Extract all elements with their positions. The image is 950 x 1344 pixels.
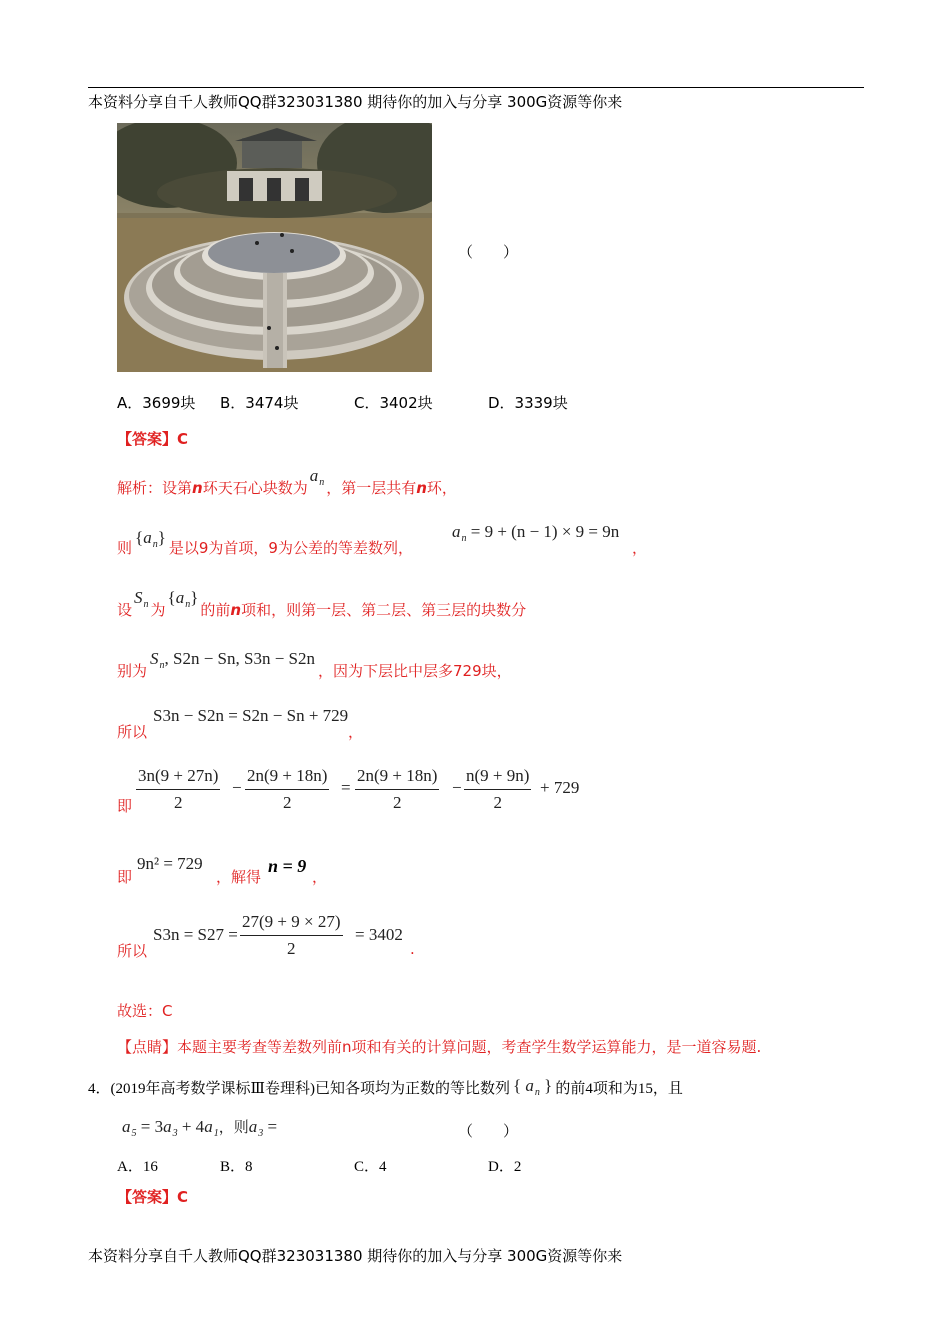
q3-option-c: C．3402块 xyxy=(354,394,433,412)
q4-option-b: B．8 xyxy=(220,1159,253,1175)
solution-line-8: 所以 xyxy=(117,942,148,960)
solution-line-2: 则$\{a_n\}$是以9为首项，9为公差的等差数列， xyxy=(117,528,413,557)
solution-line-7-text: ，解得 xyxy=(216,868,262,886)
q4-stem: 4．(2019年高考数学课标Ⅲ卷理科)已知各项均为正数的等比数列 { $a_n$ } 的前4项和为15，且 xyxy=(88,1076,683,1098)
comment-note: 【点睛】本题主要考查等差数列前n项和有关的计算问题，考查学生数学运算能力，是一道容易题. xyxy=(117,1038,762,1056)
page-footer: 本资料分享自千人教师QQ群323031380 期待你的加入与分享 300G资源等你来 xyxy=(88,1247,623,1265)
minus-sign-2: − xyxy=(452,778,462,797)
q4-answer-label: 【答案】C xyxy=(117,1188,189,1206)
minus-sign-1: − xyxy=(232,778,242,797)
solution-line-7-end: ， xyxy=(312,868,328,886)
q3-answer-paren: （ ） xyxy=(458,243,519,261)
fraction-3: $\frac{2n(9 + 18n)}{2}$ xyxy=(357,766,438,812)
result-n9: n = 9 xyxy=(268,856,307,876)
plus-729: + 729 xyxy=(540,778,580,797)
solution-line-2-end: ， xyxy=(632,539,648,557)
altar-photo xyxy=(117,123,432,372)
q3-answer-label: 【答案】C xyxy=(117,430,189,448)
solution-line-8-end: . xyxy=(410,940,415,958)
q3-option-b: B．3474块 xyxy=(220,394,299,412)
header-rule xyxy=(88,87,864,88)
solution-line-5-end: ， xyxy=(348,723,364,741)
q4-option-d: D．2 xyxy=(488,1159,522,1175)
formula-s27: S3n = S27 = xyxy=(153,925,238,944)
q4-option-a: A．16 xyxy=(117,1159,158,1175)
solution-line-5: 所以 xyxy=(117,723,148,741)
fraction-1: $\frac{3n(9 + 27n)}{2}$ xyxy=(138,766,219,812)
formula-9n2: 9n² = 729 xyxy=(137,854,203,873)
solution-line-3: 设$S_n$ 为$\{a_n\}$的前n项和，则第一层、第二层、第三层的块数分 xyxy=(117,588,527,619)
page-header: 本资料分享自千人教师QQ群323031380 期待你的加入与分享 300G资源等你来 xyxy=(88,93,623,111)
fraction-s27: $\frac{27(9 + 9 \times 27)}{2}$ xyxy=(242,912,341,958)
choose-answer: 故选：C xyxy=(117,1002,173,1020)
solution-line-1: 解析：设第n环天石心块数为$a_n$ ，第一层共有n环， xyxy=(117,466,457,497)
q3-option-a: A．3699块 xyxy=(117,394,196,412)
solution-line-6: 即 xyxy=(117,797,133,815)
q4-option-c: C．4 xyxy=(354,1159,387,1175)
fraction-4: $\frac{n(9 + 9n)}{2}$ xyxy=(466,766,530,812)
solution-line-7: 即 xyxy=(117,868,133,886)
formula-general-term: $a_n = 9 + (n - 1) \times 9 = 9n$ xyxy=(452,522,620,544)
solution-line-4: 别为$S_n$, S2n − Sn, S3n − S2n，因为下层比中层多729块， xyxy=(117,649,512,680)
q4-answer-paren: （ ） xyxy=(458,1122,519,1140)
q4-condition: $a_5 = 3a_3 + 4a_1$，则$a_3$ = xyxy=(122,1117,278,1139)
fraction-2: $\frac{2n(9 + 18n)}{2}$ xyxy=(247,766,328,812)
q3-option-d: D．3339块 xyxy=(488,394,568,412)
equals-sign: = xyxy=(341,778,351,797)
result-3402: = 3402 xyxy=(355,925,403,944)
formula-s3n: S3n − S2n = S2n − Sn + 729 xyxy=(153,706,349,725)
